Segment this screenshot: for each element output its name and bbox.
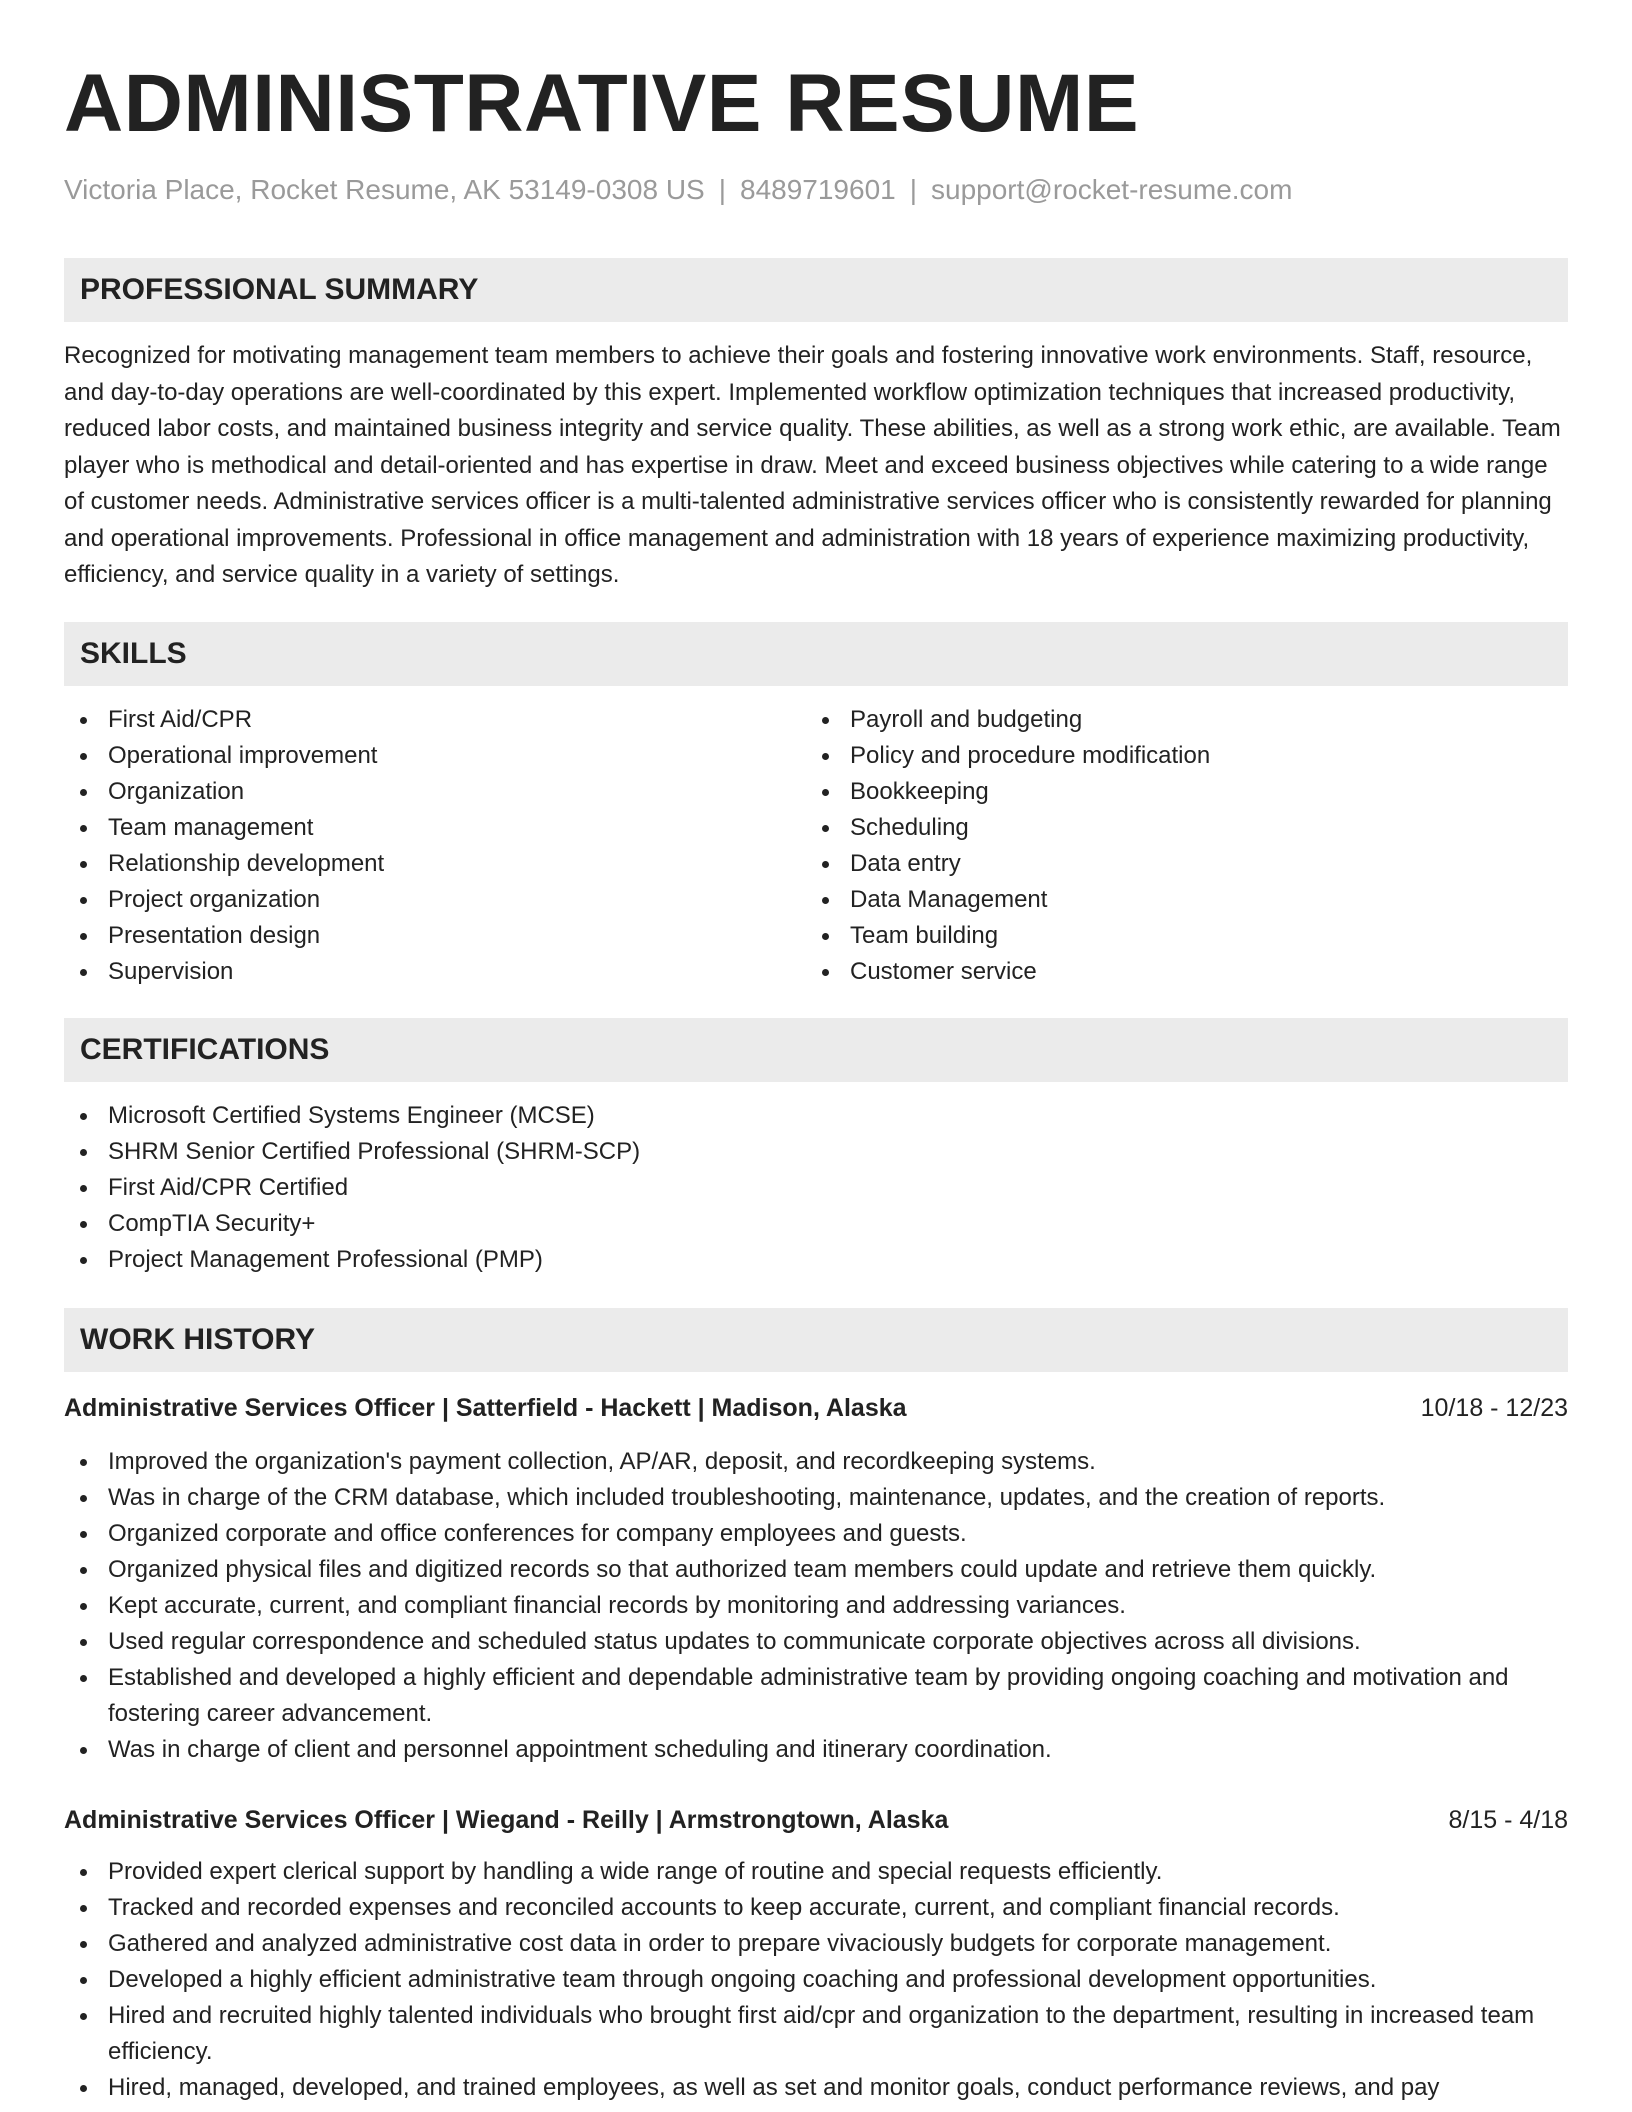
skills-list — [64, 702, 1568, 990]
work-history-heading: WORK HISTORY — [64, 1308, 1568, 1372]
certification-item: Project Management Professional (PMP) — [64, 1242, 1568, 1278]
summary-heading: PROFESSIONAL SUMMARY — [64, 258, 1568, 322]
contact-phone: 8489719601 — [740, 174, 896, 205]
job-duty: Improved the organization's payment collection, AP/AR, deposit, and recordkeeping systems. — [64, 1444, 1568, 1480]
skills-column-left — [64, 702, 806, 990]
contact-separator: | — [909, 174, 918, 205]
skill-item: Payroll and budgeting — [806, 702, 1568, 738]
certification-item: CompTIA Security+ — [64, 1206, 1568, 1242]
skill-item: Customer service — [806, 954, 1568, 990]
skill-item: Team building — [806, 918, 1568, 954]
certification-item: SHRM Senior Certified Professional (SHRM-SCP) — [64, 1134, 1568, 1170]
job-dates: 8/15 - 4/18 — [1448, 1805, 1568, 1834]
skill-item: Relationship development — [64, 846, 806, 882]
skills-heading: SKILLS — [64, 622, 1568, 686]
contact-email: support@rocket-resume.com — [931, 174, 1293, 205]
skill-item: Team management — [64, 810, 806, 846]
skill-item: Policy and procedure modification — [806, 738, 1568, 774]
job-duties-list — [64, 1444, 1568, 1768]
job-duty: Was in charge of client and personnel appointment scheduling and itinerary coordination. — [64, 1732, 1568, 1768]
job-title: Administrative Services Officer | Wiegand - Reilly | Armstrongtown, Alaska — [64, 1805, 949, 1834]
job-duty: Used regular correspondence and scheduled status updates to communicate corporate objectives across all divisions. — [64, 1624, 1568, 1660]
skill-item: Scheduling — [806, 810, 1568, 846]
contact-line — [64, 172, 1568, 208]
certification-item: First Aid/CPR Certified — [64, 1170, 1568, 1206]
certifications-list — [64, 1098, 1568, 1278]
summary-text: Recognized for motivating management team members to achieve their goals and fostering innovative work environments. Staff, resource, and day-to-day operations are well-coordinated by this expert. Implemented workflow optimization techniques that increased productivity, reduced labor costs, and maintained business integrity and service quality. These abilities, as well as a strong work ethic, are available. Team player who is methodical and detail-oriented and has expertise in draw. Meet and exceed business objectives while catering to a wide range of customer needs. Administrative services officer is a multi-talented administrative services officer who is consistently rewarded for planning and operational improvements. Professional in office management and administration with 18 years of experience maximizing productivity, efficiency, and service quality in a variety of settings. — [64, 342, 1561, 588]
job-duty: Provided expert clerical support by handling a wide range of routine and special requests efficiently. — [64, 1854, 1568, 1890]
skill-item: Data entry — [806, 846, 1568, 882]
job-duty: Was in charge of the CRM database, which included troubleshooting, maintenance, updates, and the creation of reports. — [64, 1480, 1568, 1516]
certifications-heading: CERTIFICATIONS — [64, 1018, 1568, 1082]
skill-item: Project organization — [64, 882, 806, 918]
job-duty: Hired and recruited highly talented individuals who brought first aid/cpr and organization to the department, resulting in increased team efficiency. — [64, 1998, 1568, 2070]
job-duty: Organized corporate and office conferences for company employees and guests. — [64, 1516, 1568, 1552]
job-entry — [64, 1390, 1568, 1768]
contact-separator: | — [718, 174, 726, 205]
job-header — [64, 1390, 1568, 1426]
skill-item: Data Management — [806, 882, 1568, 918]
job-duty: Developed a highly efficient administrative team through ongoing coaching and professional development opportunities. — [64, 1962, 1568, 1998]
job-duty: Established and developed a highly efficient and dependable administrative team by providing ongoing coaching and motivation and fostering career advancement. — [64, 1660, 1568, 1732]
contact-address: Victoria Place, Rocket Resume, AK 53149-0308 US — [64, 174, 705, 205]
job-duty: Kept accurate, current, and compliant financial records by monitoring and addressing variances. — [64, 1588, 1568, 1624]
job-title: Administrative Services Officer | Satterfield - Hackett | Madison, Alaska — [64, 1393, 907, 1422]
skill-item: Supervision — [64, 954, 806, 990]
skill-item: Operational improvement — [64, 738, 806, 774]
job-duty: Hired, managed, developed, and trained employees, as well as set and monitor goals, conduct performance reviews, and pay — [64, 2070, 1568, 2106]
skills-column-right — [806, 702, 1568, 990]
skill-item: Presentation design — [64, 918, 806, 954]
resume-title: ADMINISTRATIVE RESUME — [64, 58, 1140, 149]
job-header — [64, 1802, 1568, 1838]
skill-item: Bookkeeping — [806, 774, 1568, 810]
skill-item: Organization — [64, 774, 806, 810]
job-duty: Gathered and analyzed administrative cost data in order to prepare vivaciously budgets for corporate management. — [64, 1926, 1568, 1962]
job-duty: Tracked and recorded expenses and reconciled accounts to keep accurate, current, and compliant financial records. — [64, 1890, 1568, 1926]
skill-item: First Aid/CPR — [64, 702, 806, 738]
job-duty: Organized physical files and digitized records so that authorized team members could update and retrieve them quickly. — [64, 1552, 1568, 1588]
certification-item: Microsoft Certified Systems Engineer (MCSE) — [64, 1098, 1568, 1134]
job-entry — [64, 1802, 1568, 2106]
job-dates: 10/18 - 12/23 — [1420, 1393, 1568, 1422]
job-duties-list — [64, 1854, 1568, 2106]
